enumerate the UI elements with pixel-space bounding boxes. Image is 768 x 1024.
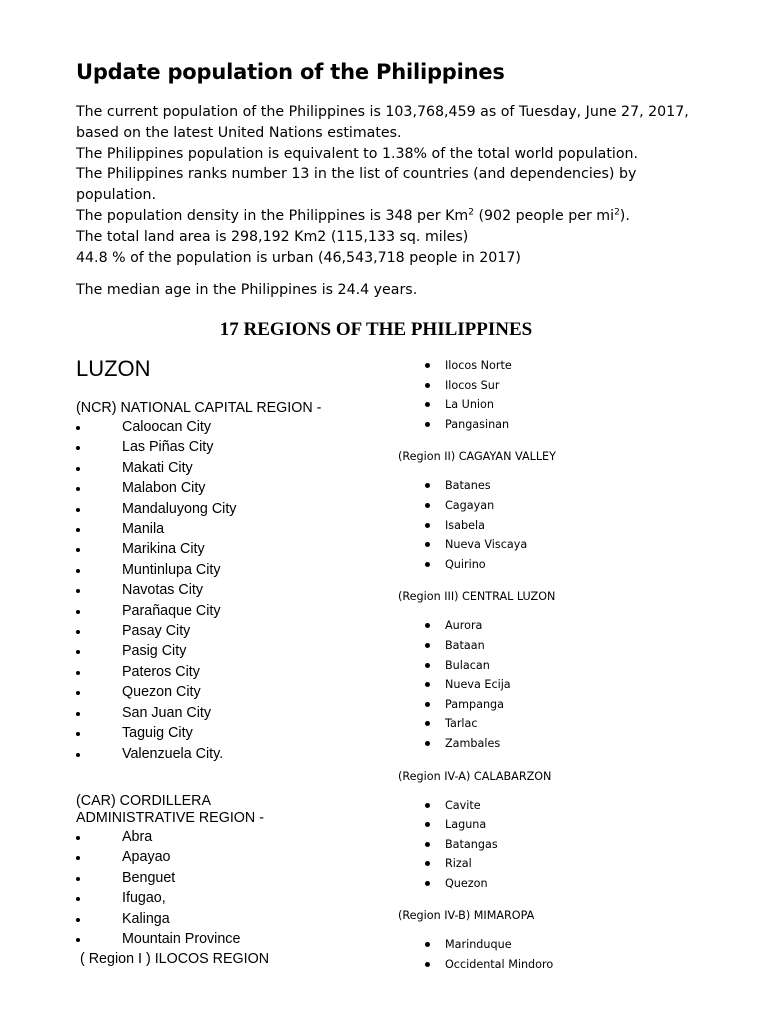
intro-urban: 44.8 % of the population is urban (46,543,718 people in 2017)	[76, 249, 521, 266]
list-item: Marinduque	[398, 935, 728, 955]
car-heading: (CAR) CORDILLERA ADMINISTRATIVE REGION -	[76, 792, 264, 826]
list-item: Las Piñas City	[76, 437, 396, 457]
regions-heading-text: 17 REGIONS OF THE PHILIPPINES	[219, 319, 533, 340]
intro-world-share: The Philippines population is equivalent to 1.38% of the total world population.	[76, 145, 639, 162]
list-item: Kalinga	[76, 909, 396, 929]
list-item: Tarlac	[398, 714, 728, 734]
list-item: Ilocos Sur	[398, 376, 728, 396]
list-item: La Union	[398, 395, 728, 415]
list-item: Pateros City	[76, 662, 396, 682]
list-item: Cavite	[398, 796, 728, 816]
list-item: Makati City	[76, 458, 396, 478]
list-item: Malabon City	[76, 478, 396, 498]
region4b-heading: (Region IV-B) MIMAROPA	[398, 909, 535, 923]
list-item: Apayao	[76, 847, 396, 867]
list-item: Occidental Mindoro	[398, 955, 728, 975]
intro-rank: The Philippines ranks number 13 in the list of countries (and dependencies) by population.	[76, 166, 637, 204]
density-sup-1: 2	[468, 207, 474, 218]
region1-heading: ( Region I ) ILOCOS REGION	[80, 951, 270, 968]
ncr-heading: (NCR) NATIONAL CAPITAL REGION -	[76, 400, 322, 416]
list-item: Valenzuela City.	[76, 744, 396, 764]
list-item: Pampanga	[398, 695, 728, 715]
list-item: Isabela	[398, 516, 728, 536]
list-item: Parañaque City	[76, 601, 396, 621]
region2-heading: (Region II) CAGAYAN VALLEY	[398, 450, 556, 464]
density-sup-2: 2	[614, 207, 620, 218]
density-text-c: ).	[619, 207, 630, 224]
page-title: Update population of the Philippines	[76, 60, 505, 84]
luzon-heading: LUZON	[76, 356, 151, 381]
intro-current-population: The current population of the Philippines is 103,768,459 as of Tuesday, June 27, 2017, based on the latest United Nations estimates.	[76, 104, 689, 141]
list-item: Mandaluyong City	[76, 499, 396, 519]
list-item: Cagayan	[398, 496, 728, 516]
list-item: Mountain Province	[76, 929, 396, 949]
list-item: Bataan	[398, 636, 728, 656]
list-item: Aurora	[398, 616, 728, 636]
list-item: Abra	[76, 827, 396, 847]
list-item: Pangasinan	[398, 415, 728, 435]
list-item: Rizal	[398, 854, 728, 874]
list-item: Batangas	[398, 835, 728, 855]
region3-list	[398, 616, 728, 753]
list-item: Zambales	[398, 734, 728, 754]
intro-paragraphs	[76, 102, 716, 301]
list-item: Quezon	[398, 874, 728, 894]
list-item: Nueva Viscaya	[398, 535, 728, 555]
region4a-heading: (Region IV-A) CALABARZON	[398, 769, 552, 783]
list-item: Pasig City	[76, 641, 396, 661]
ncr-list	[76, 417, 396, 764]
list-item: Bulacan	[398, 656, 728, 676]
intro-median-age: The median age in the Philippines is 24.4 years.	[76, 282, 418, 299]
region4b-list	[398, 935, 728, 974]
intro-density	[76, 206, 716, 227]
list-item: Batanes	[398, 476, 728, 496]
right-column	[398, 356, 728, 975]
list-item: Taguig City	[76, 723, 396, 743]
intro-land-area: The total land area is 298,192 Km2 (115,133 sq. miles)	[76, 228, 469, 245]
region4a-list	[398, 796, 728, 894]
list-item: Caloocan City	[76, 417, 396, 437]
list-item: Laguna	[398, 815, 728, 835]
list-item: Ifugao,	[76, 888, 396, 908]
list-item: Quezon City	[76, 682, 396, 702]
left-column	[76, 355, 396, 967]
list-item: Ilocos Norte	[398, 356, 728, 376]
region2-list	[398, 476, 728, 574]
car-list	[76, 827, 396, 949]
list-item: Manila	[76, 519, 396, 539]
regions-heading	[0, 319, 768, 341]
list-item: Quirino	[398, 555, 728, 575]
list-item: Marikina City	[76, 539, 396, 559]
density-text-b: (902 people per mi	[473, 207, 615, 224]
region1-list	[398, 356, 728, 434]
list-item: San Juan City	[76, 703, 396, 723]
list-item: Navotas City	[76, 580, 396, 600]
region3-heading: (Region III) CENTRAL LUZON	[398, 590, 556, 604]
list-item: Nueva Ecija	[398, 675, 728, 695]
list-item: Muntinlupa City	[76, 560, 396, 580]
density-text-a: The population density in the Philippines is 348 per Km	[76, 207, 469, 224]
list-item: Benguet	[76, 868, 396, 888]
list-item: Pasay City	[76, 621, 396, 641]
